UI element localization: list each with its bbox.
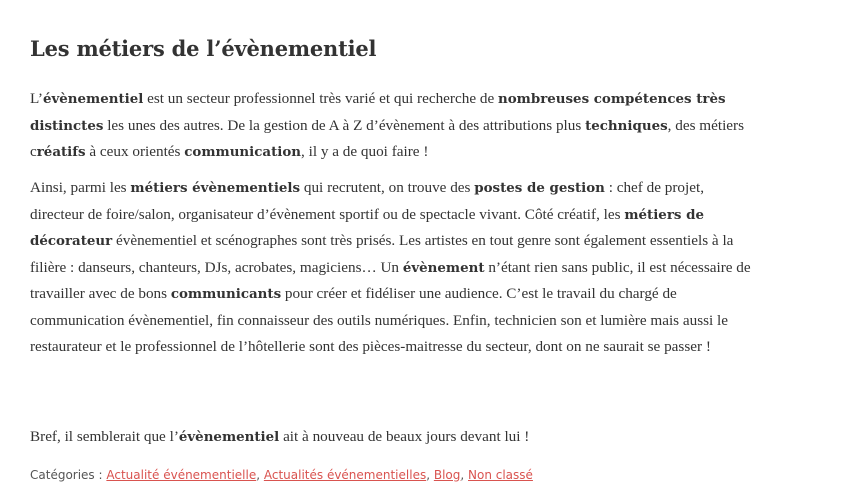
bold-keyword: communicants — [170, 286, 282, 303]
text-run: n’étant rien sans public, il est nécessaire de travailler avec de bons — [30, 258, 751, 303]
paragraph-intro — [30, 86, 756, 166]
paragraph-jobs — [30, 175, 756, 359]
text-run: pour créer et fidéliser une audience. C’est le travail du chargé de communication évènementiel, fin connaisseur des outils numériques. Enfin, technicien son et lumière mais aussi le restaurateur et le professionnel de l’hôtellerie sont des pièces-maitresse du secteur, dont on ne saurait se passer ! — [30, 285, 729, 355]
text-run: évènementiel et scénographes sont très prisés. Les artistes en tout genre sont également essentiels à la filière : danseurs, chanteurs, DJs, acrobates, magiciens… Un — [30, 232, 734, 276]
text-run: , il y a de quoi faire ! — [301, 143, 429, 161]
category-link[interactable]: Actualité événementielle — [106, 468, 257, 482]
bold-keyword: métiers évènementiels — [130, 180, 301, 196]
categories-label: Catégories : — [30, 468, 103, 482]
text-run: L’ — [30, 90, 43, 107]
categories-links: Actualité événementielle, Actualités événementielles, Blog, Non classé — [106, 468, 533, 482]
bold-keyword: postes de gestion — [474, 180, 605, 196]
categories-footer — [30, 468, 533, 482]
bold-keyword: évènementiel — [178, 429, 280, 445]
bold-keyword: évènementiel — [42, 91, 144, 107]
article-title: Les métiers de l’évènementiel — [30, 36, 377, 61]
bold-keyword: techniques — [585, 117, 668, 134]
text-run: Bref, il semblerait que l’ — [30, 428, 179, 445]
text-run: qui recrutent, on trouve des — [300, 179, 475, 196]
bold-keyword: nombreuses compétences très distinctes — [30, 91, 726, 134]
bold-keyword: évènement — [402, 259, 485, 276]
category-link[interactable]: Actualités événementielles — [263, 468, 427, 482]
category-link[interactable]: Non classé — [468, 468, 533, 482]
bold-keyword: réatifs — [36, 144, 86, 161]
text-run: Ainsi, parmi les — [30, 179, 131, 196]
text-run: : chef de projet, directeur de foire/salon, organisateur d’évènement sportif ou de spectacle vivant. Côté créatif, les — [30, 179, 705, 223]
text-run: ait à nouveau de beaux jours devant lui ! — [279, 428, 530, 445]
category-link[interactable]: Blog — [433, 468, 461, 482]
text-run: à ceux orientés — [85, 143, 185, 161]
bold-keyword: communication — [184, 144, 302, 161]
bold-keyword: métiers de décorateur — [30, 206, 704, 250]
text-run: les unes des autres. De la gestion de A à Z d’évènement à des attributions plus — [103, 116, 586, 134]
text-run: est un secteur professionnel très varié et qui recherche de — [143, 90, 498, 107]
paragraph-conclusion — [30, 424, 756, 451]
text-run: , des métiers c — [30, 116, 744, 161]
